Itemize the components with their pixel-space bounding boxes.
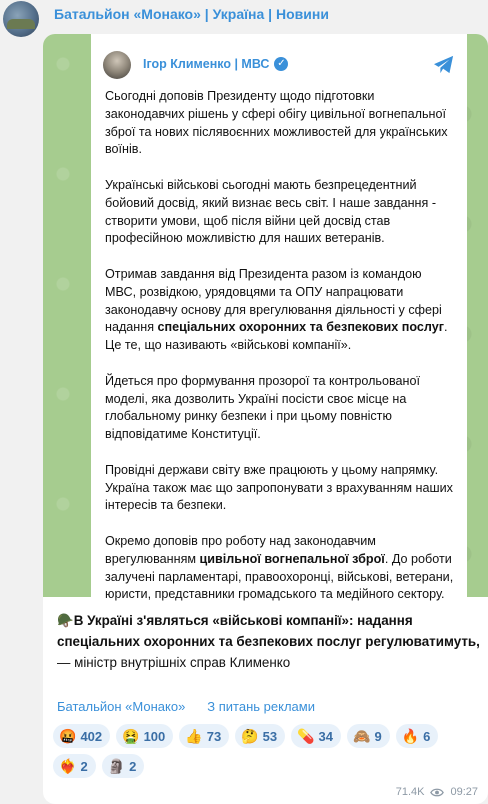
message-meta [396, 786, 478, 798]
verified-icon: ✓ [274, 57, 288, 71]
post-paragraph-6: Окремо доповів про роботу над законодавчим врегулюванням цивільної вогнепальної зброї. До роботи залучені парламентарі, правоохоронці, військові, ветерани, юристи, представники громадського та медійного сектору. [105, 533, 454, 602]
reaction-vomit[interactable]: 🤮 100 [116, 724, 173, 748]
post-paragraph-3: Отримав завдання від Президента разом із командою МВС, розвідкою, урядовцями та ОПУ напрацювати законодавчу основу для врегулювання діяльності у сфері надання спеціальних охоронних та безпекових послуг. Це те, що називають «військові компанії». [105, 266, 448, 353]
post-paragraph-2: Українські військові сьогодні мають безпрецедентний бойовий досвід, який визнає весь світ. І наше завдання - створити умови, щоб після війни цей досвід став професійною можливістю для наших ветеранів. [105, 177, 437, 246]
reaction-heart-on-fire[interactable]: ❤️‍🔥 2 [53, 754, 96, 778]
quoted-post-header [91, 45, 467, 79]
fire-icon: 🔥 [401, 728, 420, 744]
footer-links [57, 699, 482, 714]
reaction-see-no-evil[interactable]: 🙈 9 [347, 724, 390, 748]
channel-title[interactable]: Батальйон «Монако» | Україна | Новини [54, 6, 329, 22]
author-name: Ігор Клименко | МВС [143, 57, 270, 71]
post-paragraph-4: Йдеться про формування прозорої та контрольованої моделі, яка дозволить Україні посісти своє місце на глобальному ринку безпеки і при цьому повністю відповідатиме Конституції. [105, 373, 420, 442]
thumbs-up-icon: 👍 [185, 728, 203, 744]
post-paragraph-1: Сьогодні доповів Президенту щодо підготовки законодавчих рішень у сфері обігу цивільної вогнепальної зброї та нових післявоєнних можливостей для українських воїнів. [105, 89, 448, 157]
message-card [43, 34, 488, 804]
ads-link[interactable]: З питань реклами [207, 699, 315, 714]
post-body [105, 88, 455, 622]
reaction-thinking[interactable]: 🤔 53 [235, 724, 285, 748]
reaction-fire[interactable]: 🔥 6 [396, 724, 439, 748]
see-no-evil-icon: 🙈 [353, 728, 371, 744]
caption-headline: В Україні з'являться «військові компанії»: надання спеціальних охоронних та безпекових послуг регулюватимуть, [57, 613, 480, 649]
reactions-bar [53, 724, 483, 778]
view-count: 71.4K [395, 786, 425, 798]
author-avatar [103, 51, 131, 79]
channel-header [0, 0, 488, 34]
angry-icon: 🤬 [59, 728, 77, 744]
reaction-angry[interactable]: 🤬 402 [53, 724, 110, 748]
channel-link[interactable]: Батальйон «Монако» [57, 699, 186, 714]
reaction-thumbs-up[interactable]: 👍 73 [179, 724, 229, 748]
moai-icon: 🗿 [107, 758, 126, 774]
telegram-icon [433, 55, 455, 75]
post-paragraph-5: Провідні держави світу вже працюють у цьому напрямку. Україна також має що запропонувати з врахуванням наших інтересів та безпеки. [105, 462, 453, 513]
helmet-icon: 🪖 [57, 613, 74, 628]
heart-on-fire-icon: ❤️‍🔥 [59, 758, 77, 774]
vomit-icon: 🤮 [122, 728, 140, 744]
message-caption [57, 610, 482, 673]
pill-icon: 💊 [297, 728, 315, 744]
reaction-moai[interactable]: 🗿 2 [102, 754, 145, 778]
post-image[interactable] [43, 34, 488, 602]
reaction-pill[interactable]: 💊 34 [291, 724, 341, 748]
channel-avatar[interactable] [3, 1, 39, 37]
eye-icon [430, 788, 444, 797]
thinking-icon: 🤔 [241, 728, 259, 744]
quoted-post [91, 34, 467, 602]
caption-source: — міністр внутрішніх справ Клименко [57, 655, 291, 670]
message-time: 09:27 [450, 786, 478, 798]
